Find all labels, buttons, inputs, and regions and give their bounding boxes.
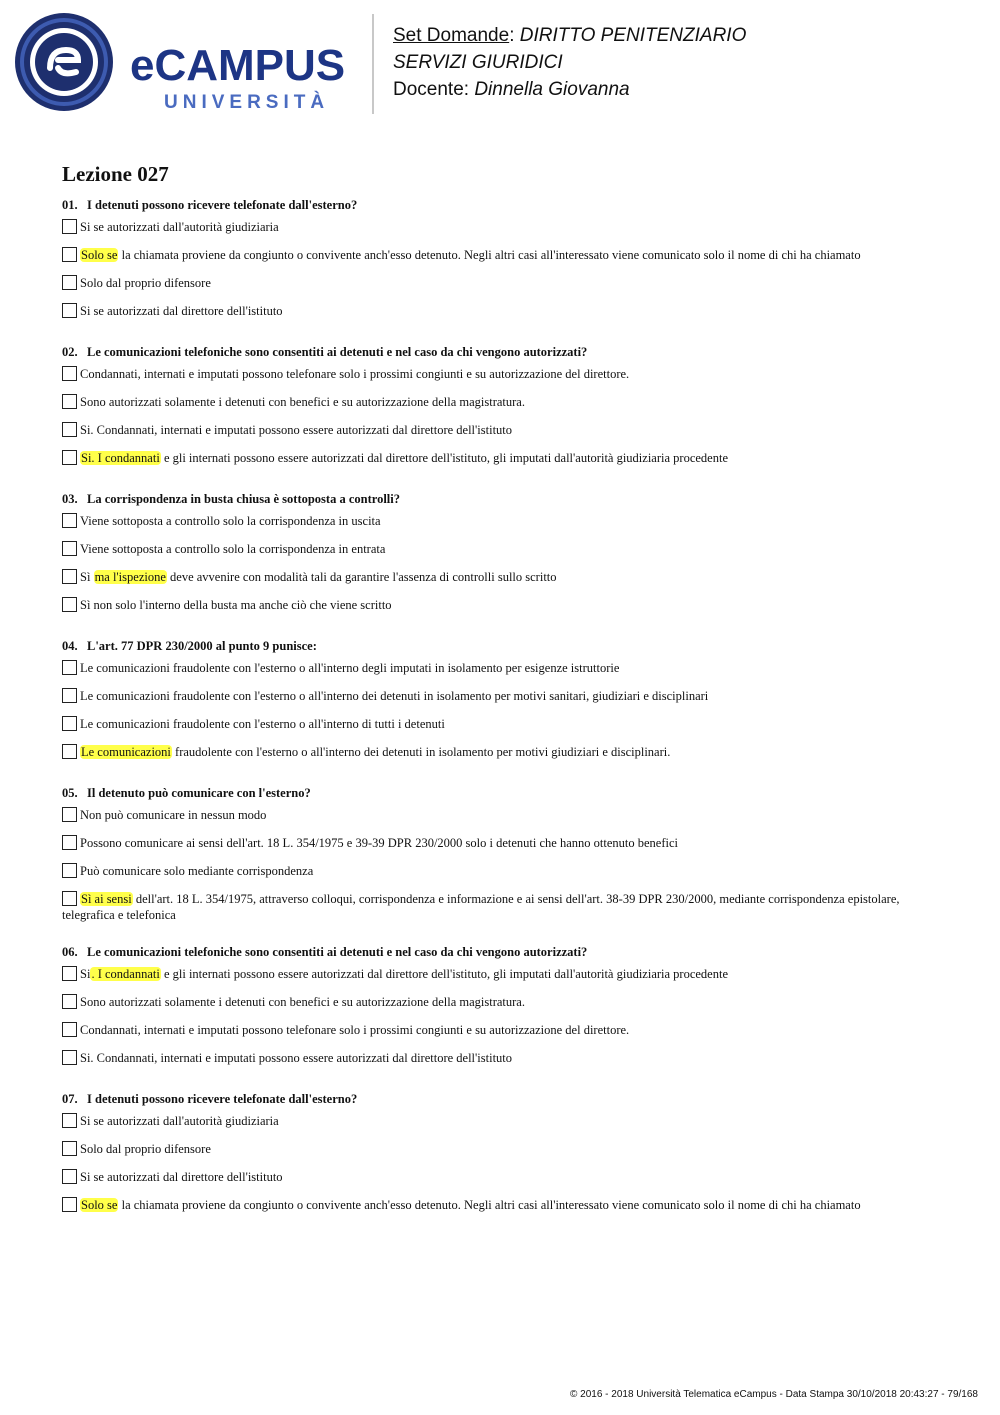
question-text: I detenuti possono ricevere telefonate dall'esterno?: [87, 198, 358, 212]
answer-option: Sì ma l'ispezione deve avvenire con modalità tali da garantire l'assenza di controlli sullo scritto: [62, 569, 942, 597]
question: [62, 490, 942, 625]
answer-checkbox[interactable]: [62, 688, 77, 703]
question: [62, 784, 942, 931]
answer-checkbox[interactable]: [62, 1197, 77, 1212]
set-label: Set Domande: [393, 25, 510, 46]
answer-option: Viene sottoposta a controllo solo la corrispondenza in uscita: [62, 513, 942, 541]
question: [62, 196, 942, 331]
answer-checkbox[interactable]: [62, 394, 77, 409]
answer-option: Si se autorizzati dall'autorità giudiziaria: [62, 219, 942, 247]
answer-checkbox[interactable]: [62, 597, 77, 612]
answer-checkbox[interactable]: [62, 569, 77, 584]
answer-option: Si se autorizzati dall'autorità giudiziaria: [62, 1113, 942, 1141]
answer-option: Condannati, internati e imputati possono telefonare solo i prossimi congiunti e su autorizzazione del direttore.: [62, 366, 942, 394]
question-text: Le comunicazioni telefoniche sono consentiti ai detenuti e nel caso da chi vengono autorizzati?: [87, 945, 588, 959]
ecampus-logo: [14, 12, 364, 116]
lesson-title: Lezione 027: [62, 162, 169, 186]
answer-highlight: Solo se: [81, 248, 118, 262]
answer-option: Condannati, internati e imputati possono telefonare solo i prossimi congiunti e su autorizzazione del direttore.: [62, 1022, 942, 1050]
answer-checkbox[interactable]: [62, 891, 77, 906]
question-text: L'art. 77 DPR 230/2000 al punto 9 punisce:: [87, 639, 317, 653]
question: [62, 637, 942, 772]
answer-option: Si. Condannati, internati e imputati possono essere autorizzati dal direttore dell'istituto: [62, 1050, 942, 1078]
answer-checkbox[interactable]: [62, 1169, 77, 1184]
answer-highlight: Si. I condannati: [81, 451, 160, 465]
answer-checkbox[interactable]: [62, 366, 77, 381]
docente-label: Docente:: [393, 79, 475, 100]
answer-highlight: . I condannati: [91, 967, 160, 981]
header-info: [393, 22, 746, 103]
answer-option: Sono autorizzati solamente i detenuti con benefici e su autorizzazione della magistratura.: [62, 394, 942, 422]
answer-option: Si se autorizzati dal direttore dell'istituto: [62, 303, 942, 331]
answer-option: Solo dal proprio difensore: [62, 1141, 942, 1169]
answer-option: Solo se la chiamata proviene da congiunto o convivente anch'esso detenuto. Negli altri casi all'interessato viene comunicato solo il nome di chi ha chiamato: [62, 247, 942, 275]
logo-sub: UNIVERSITÀ: [164, 92, 330, 113]
answer-checkbox[interactable]: [62, 994, 77, 1009]
set-value-1: DIRITTO PENITENZIARIO: [519, 25, 747, 46]
answer-checkbox[interactable]: [62, 275, 77, 290]
answer-checkbox[interactable]: [62, 966, 77, 981]
question: [62, 1090, 942, 1225]
answer-option: Possono comunicare ai sensi dell'art. 18 L. 354/1975 e 39-39 DPR 230/2000 solo i detenuti che hanno ottenuto benefici: [62, 835, 942, 863]
answer-option: Viene sottoposta a controllo solo la corrispondenza in entrata: [62, 541, 942, 569]
answer-option: Sono autorizzati solamente i detenuti con benefici e su autorizzazione della magistratura.: [62, 994, 942, 1022]
question-number: 05.: [62, 786, 78, 800]
question-number: 02.: [62, 345, 78, 359]
answer-option: Può comunicare solo mediante corrispondenza: [62, 863, 942, 891]
answer-option: Si. I condannati e gli internati possono essere autorizzati dal direttore dell'istituto, gli imputati dall'autorità giudiziaria procedente: [62, 450, 942, 478]
header-divider: [372, 14, 374, 114]
answer-checkbox[interactable]: [62, 716, 77, 731]
answer-checkbox[interactable]: [62, 513, 77, 528]
answer-highlight: ma l'ispezione: [94, 570, 166, 584]
answer-checkbox[interactable]: [62, 660, 77, 675]
question-text: Il detenuto può comunicare con l'esterno?: [87, 786, 311, 800]
answer-option: Le comunicazioni fraudolente con l'esterno o all'interno dei detenuti in isolamento per motivi giudiziari e disciplinari.: [62, 744, 942, 772]
answer-checkbox[interactable]: [62, 835, 77, 850]
answer-checkbox[interactable]: [62, 1050, 77, 1065]
answer-checkbox[interactable]: [62, 1141, 77, 1156]
answer-checkbox[interactable]: [62, 219, 77, 234]
docente-line: [393, 76, 746, 103]
question-number: 07.: [62, 1092, 78, 1106]
question-text: Le comunicazioni telefoniche sono consentiti ai detenuti e nel caso da chi vengono autorizzati?: [87, 345, 588, 359]
docente-value: Dinnella Giovanna: [474, 79, 630, 100]
question-number: 03.: [62, 492, 78, 506]
question-number: 01.: [62, 198, 78, 212]
answer-option: Le comunicazioni fraudolente con l'esterno o all'interno degli imputati in isolamento per esigenze istruttorie: [62, 660, 942, 688]
answer-option: Sì non solo l'interno della busta ma anche ciò che viene scritto: [62, 597, 942, 625]
answer-checkbox[interactable]: [62, 1022, 77, 1037]
question-text: I detenuti possono ricevere telefonate dall'esterno?: [87, 1092, 358, 1106]
questions-list: [62, 196, 942, 1237]
set-value-2: SERVIZI GIURIDICI: [393, 52, 563, 73]
answer-option: Si se autorizzati dal direttore dell'istituto: [62, 1169, 942, 1197]
answer-checkbox[interactable]: [62, 247, 77, 262]
answer-checkbox[interactable]: [62, 1113, 77, 1128]
answer-option: Solo dal proprio difensore: [62, 275, 942, 303]
question-text: La corrispondenza in busta chiusa è sottoposta a controlli?: [87, 492, 400, 506]
answer-checkbox[interactable]: [62, 863, 77, 878]
answer-highlight: Sì ai sensi: [81, 892, 132, 906]
page-header: [0, 0, 1000, 130]
answer-option: Si. I condannati e gli internati possono essere autorizzati dal direttore dell'istituto, gli imputati dall'autorità giudiziaria procedente: [62, 966, 942, 994]
set-line: [393, 22, 746, 49]
logo-seal-icon: [15, 13, 113, 111]
answer-checkbox[interactable]: [62, 303, 77, 318]
answer-option: Le comunicazioni fraudolente con l'esterno o all'interno dei detenuti in isolamento per motivi sanitari, giudiziari e disciplinari: [62, 688, 942, 716]
answer-highlight: Solo se: [81, 1198, 118, 1212]
answer-checkbox[interactable]: [62, 807, 77, 822]
answer-checkbox[interactable]: [62, 744, 77, 759]
answer-checkbox[interactable]: [62, 541, 77, 556]
set-line-2: [393, 49, 746, 76]
answer-checkbox[interactable]: [62, 450, 77, 465]
answer-option: Sì ai sensi dell'art. 18 L. 354/1975, attraverso colloqui, corrispondenza e informazione e ai sensi dell'art. 38-39 DPR 230/2000, mediante corrispondenza epistolare, telegrafica e telefonica: [62, 892, 900, 922]
logo-brand: eCAMPUS: [130, 41, 346, 90]
answer-option: Si. Condannati, internati e imputati possono essere autorizzati dal direttore dell'istituto: [62, 422, 942, 450]
set-sep: :: [509, 25, 520, 46]
question-number: 04.: [62, 639, 78, 653]
question-number: 06.: [62, 945, 78, 959]
answer-checkbox[interactable]: [62, 422, 77, 437]
question: [62, 343, 942, 478]
answer-option: Solo se la chiamata proviene da congiunto o convivente anch'esso detenuto. Negli altri casi all'interessato viene comunicato solo il nome di chi ha chiamato: [62, 1197, 942, 1225]
answer-highlight: Le comunicazioni: [81, 745, 171, 759]
answer-option: Le comunicazioni fraudolente con l'esterno o all'interno di tutti i detenuti: [62, 716, 942, 744]
question: [62, 943, 942, 1078]
answer-option: Non può comunicare in nessun modo: [62, 807, 942, 835]
page-footer: © 2016 - 2018 Università Telematica eCampus - Data Stampa 30/10/2018 20:43:27 - 79/168: [570, 1389, 978, 1400]
